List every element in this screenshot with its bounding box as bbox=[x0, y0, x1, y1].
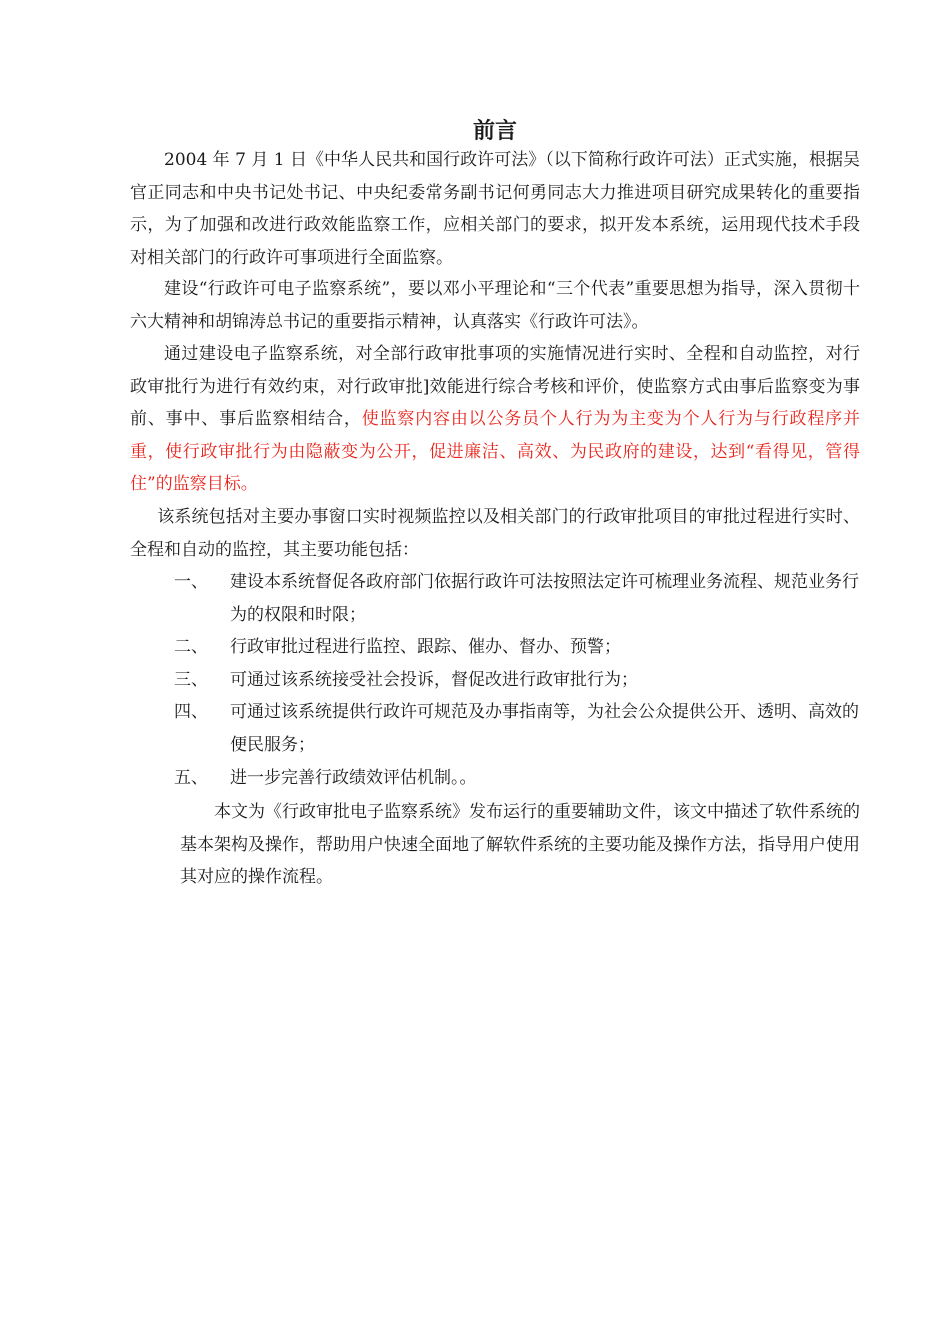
paragraph-closing: 本文为《行政审批电子监察系统》发布运行的重要辅助文件，该文中描述了软件系统的基本架构及操作，帮助用户快速全面地了解软件系统的主要功能及操作方法，指导用户使用其对应的操作流程。 bbox=[180, 802, 860, 888]
paragraph-goals bbox=[130, 338, 860, 501]
paragraph-goals-normal: 通过建设电子监察系统，对全部行政审批事项的实施情况进行实时、全程和自动监控，对行政审批行为进行有效约束，对行政审批]效能进行综合考核和评价，使监察方式由事后监察变为事前、事中、事后监察相结合， bbox=[130, 344, 860, 430]
paragraph-functions-intro: 该系统包括对主要办事窗口实时视频监控以及相关部门的行政审批项目的审批过程进行实时、全程和自动的监控，其主要功能包括： bbox=[130, 507, 860, 560]
list-item bbox=[170, 696, 870, 761]
paragraph-intro: 2004 年 7 月 1 日《中华人民共和国行政许可法》（以下简称行政许可法）正式实施，根据吴官正同志和中央书记处书记、中央纪委常务副书记何勇同志大力推进项目研究成果转化的重要指示，为了加强和改进行政效能监察工作，应相关部门的要求，拟开发本系统，运用现代技术手段对相关部门的行政许可事项进行全面监察。 bbox=[130, 150, 860, 268]
page-title: 前言 bbox=[472, 119, 517, 144]
list-item-text: 建设本系统督促各政府部门依据行政许可法按照法定许可梳理业务流程、规范业务行为的权限和时限； bbox=[230, 572, 859, 625]
list-item-text: 进一步完善行政绩效评估机制。。 bbox=[230, 767, 477, 788]
list-item bbox=[170, 631, 870, 664]
list-item-number: 五、 bbox=[174, 767, 208, 788]
list-item bbox=[170, 566, 870, 631]
list-item bbox=[170, 762, 870, 795]
list-item-number: 二、 bbox=[174, 637, 208, 658]
list-item-number: 四、 bbox=[174, 702, 208, 723]
function-list bbox=[170, 566, 870, 794]
list-item bbox=[170, 664, 870, 697]
list-item-text: 可通过该系统提供行政许可规范及办事指南等，为社会公众提供公开、透明、高效的便民服务； bbox=[230, 702, 859, 755]
paragraph-guidance: 建设“行政许可电子监察系统”，要以邓小平理论和“三个代表”重要思想为指导，深入贯彻十六大精神和胡锦涛总书记的重要指示精神，认真落实《行政许可法》。 bbox=[130, 279, 860, 332]
list-item-number: 一、 bbox=[174, 572, 208, 592]
list-item-text: 可通过该系统接受社会投诉，督促改进行政审批行为； bbox=[230, 669, 638, 690]
paragraph-goals-highlight: 使监察内容由以公务员个人行为为主变为个人行为与行政程序并重，使行政审批行为由隐蔽变为公开，促进廉洁、高效、为民政府的建设，达到“看得见，管得住”的监察目标。 bbox=[130, 409, 861, 495]
list-item-number: 三、 bbox=[174, 669, 208, 690]
list-item-text: 行政审批过程进行监控、跟踪、催办、督办、预警； bbox=[230, 637, 621, 658]
